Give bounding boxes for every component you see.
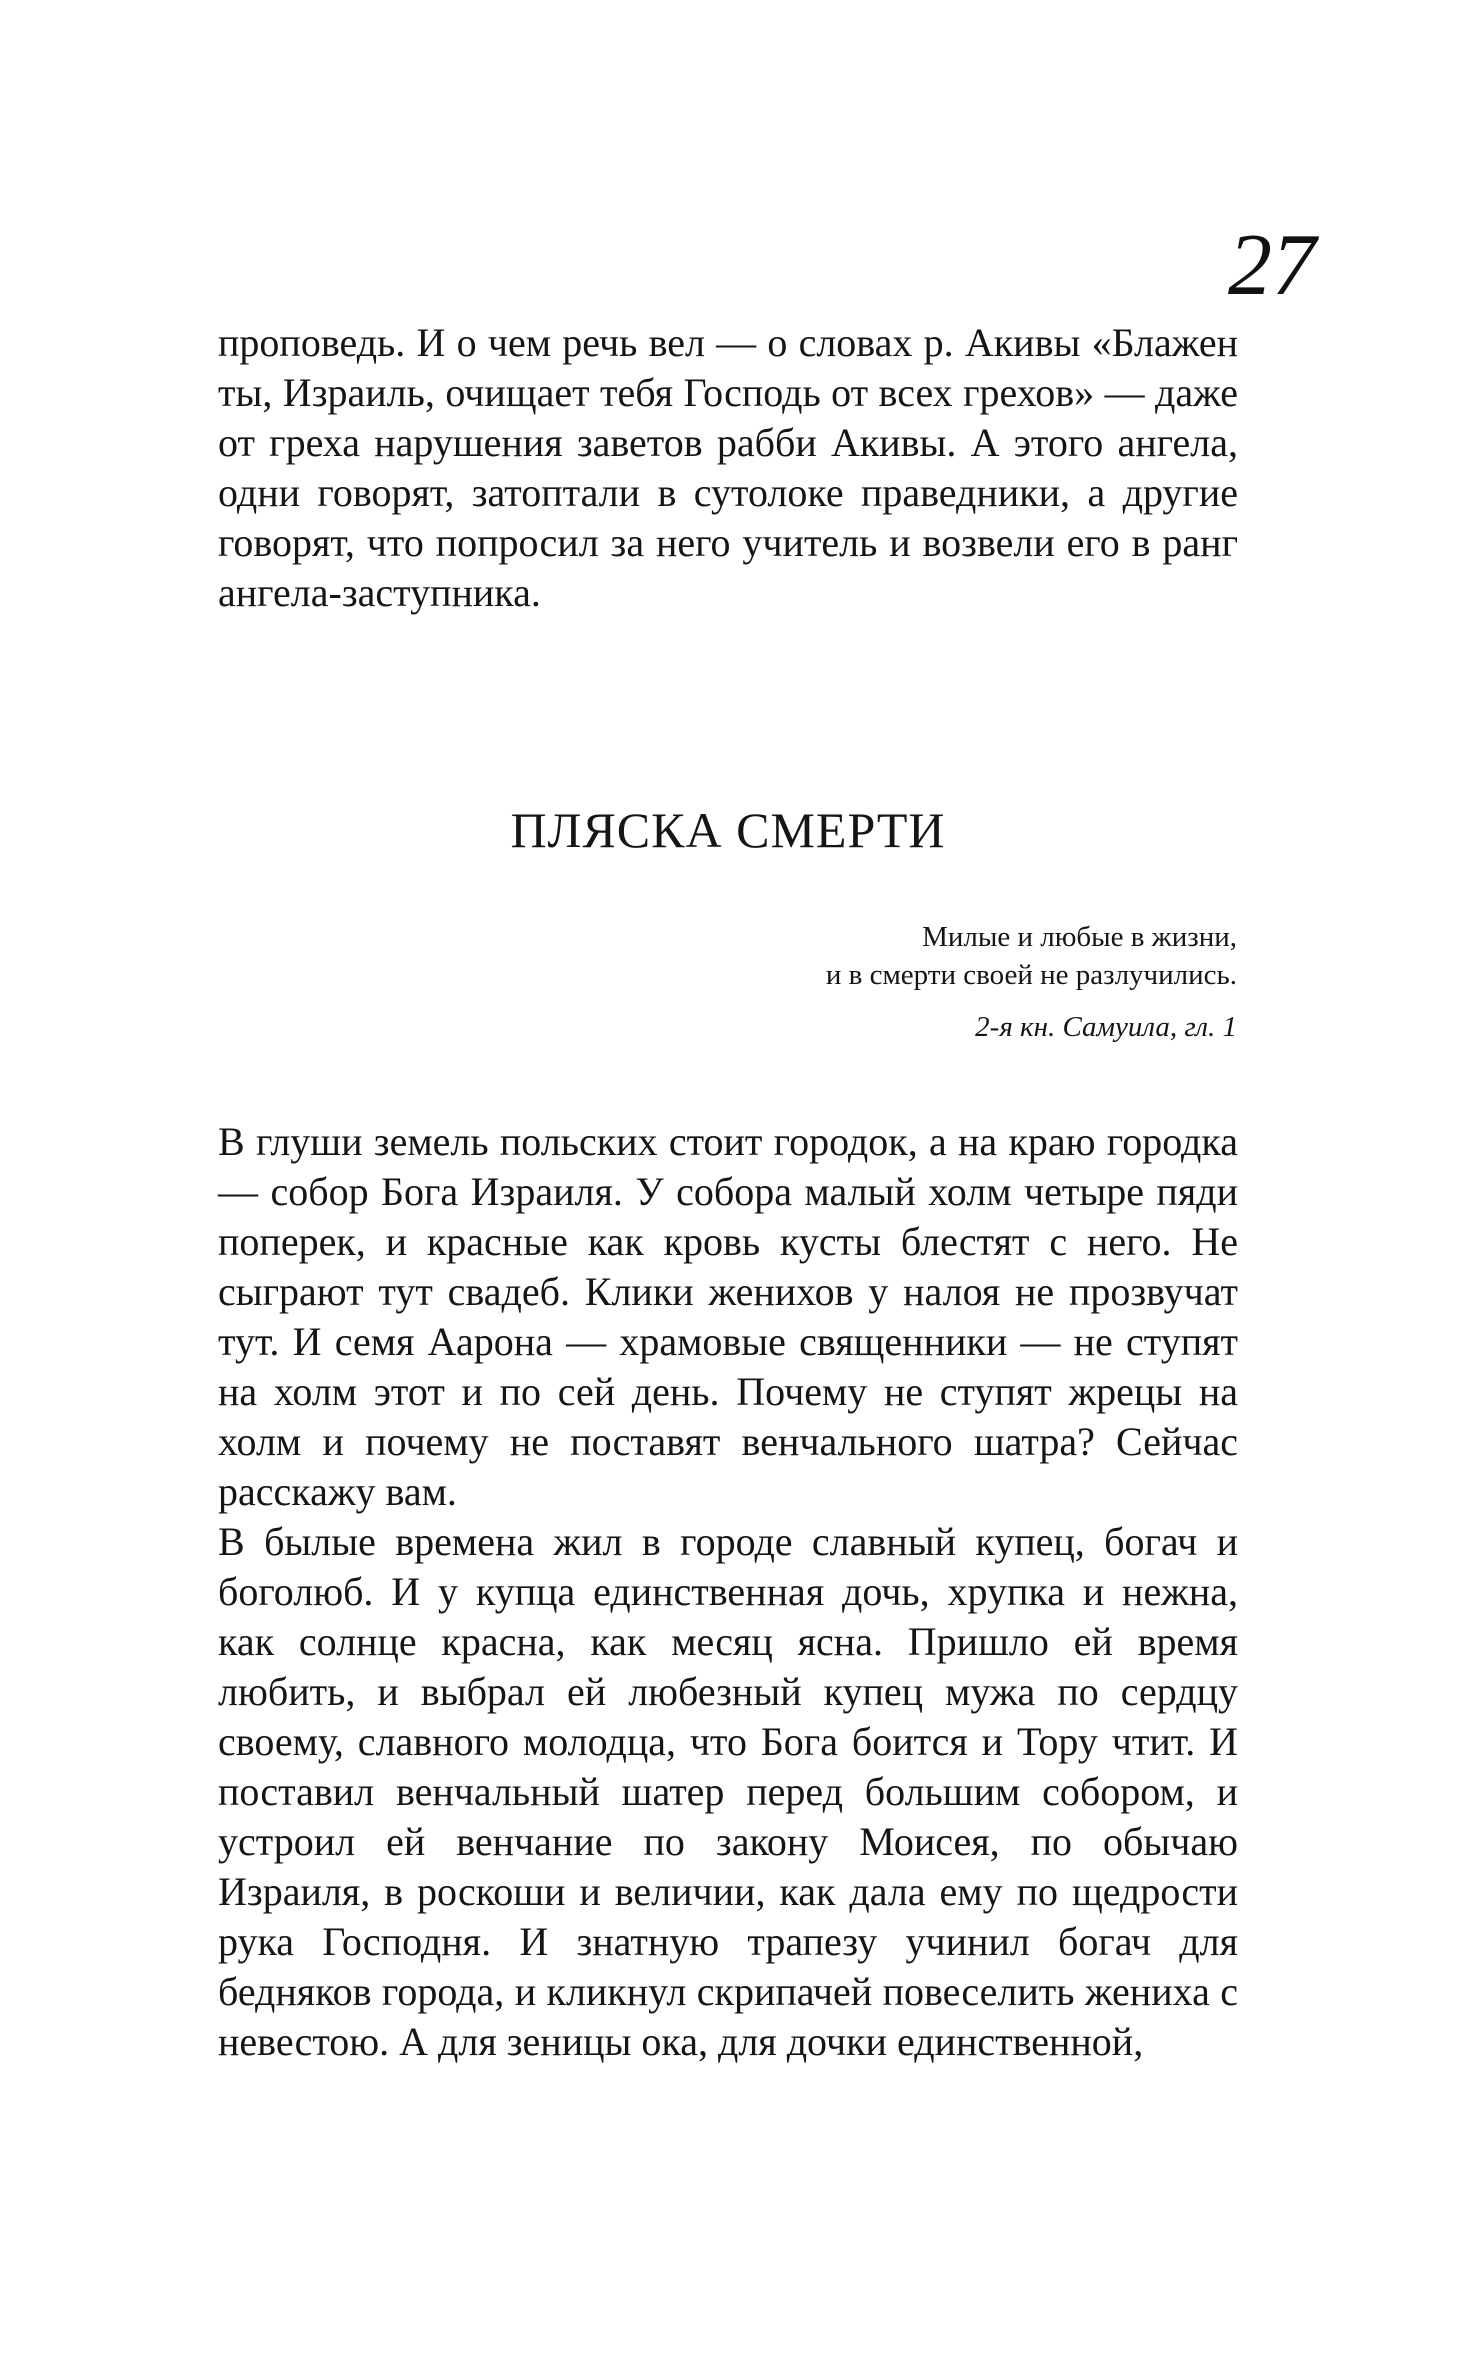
page-number: 27 (1228, 217, 1316, 314)
main-text (218, 1117, 1238, 2067)
epigraph-line: и в смерти своей не разлучились. (825, 959, 1237, 991)
epigraph (826, 918, 1237, 1046)
epigraph-line: Милые и любые в жизни, (922, 921, 1237, 953)
paragraph: В былые времена жил в городе славный купец, богач и боголюб. И у купца единственная дочь, хрупка и нежна, как солнце красна, как месяц ясна. Пришло ей время любить, и выбрал ей любезный купец мужа по сердцу своему, славного молодца, что Бога боится и Тору чтит. И поставил венчальный шатер перед большим собором, и устроил ей венчание по закону Моисея, по обычаю Израиля, в роскоши и величии, как дала ему по щедрости рука Господня. И знатную трапезу учинил богач для бедняков города, и кликнул скрипачей повеселить жениха с невестою. А для зеницы ока, для дочки единственной, (218, 1519, 1238, 2064)
paragraph: В глуши земель польских стоит городок, а на краю городка — собор Бога Израиля. У собора малый холм четыре пяди поперек, и красные как кровь кусты блестят с него. Не сыграют тут свадеб. Клики женихов у налоя не прозвучат тут. И семя Аарона — храмовые священники — не ступят на холм этот и по сей день. Почему не ступят жрецы на холм и почему не поставят венчального шатра? Сейчас расскажу вам. (218, 1119, 1238, 1514)
paragraph: проповедь. И о чем речь вел — о словах р. Акивы «Блажен ты, Израиль, очищает тебя Господь от всех грехов» — даже от греха нарушения заветов рабби Акивы. А этого ангела, одни говорят, затоптали в сутолоке праведники, а другие говорят, что попросил за него учитель и возвели его в ранг ангела-заступника. (218, 320, 1238, 615)
section-title: ПЛЯСКА СМЕРТИ (510, 802, 946, 858)
epigraph-source: 2-я кн. Самуила, гл. 1 (975, 1011, 1237, 1043)
continuation-text (218, 318, 1238, 618)
